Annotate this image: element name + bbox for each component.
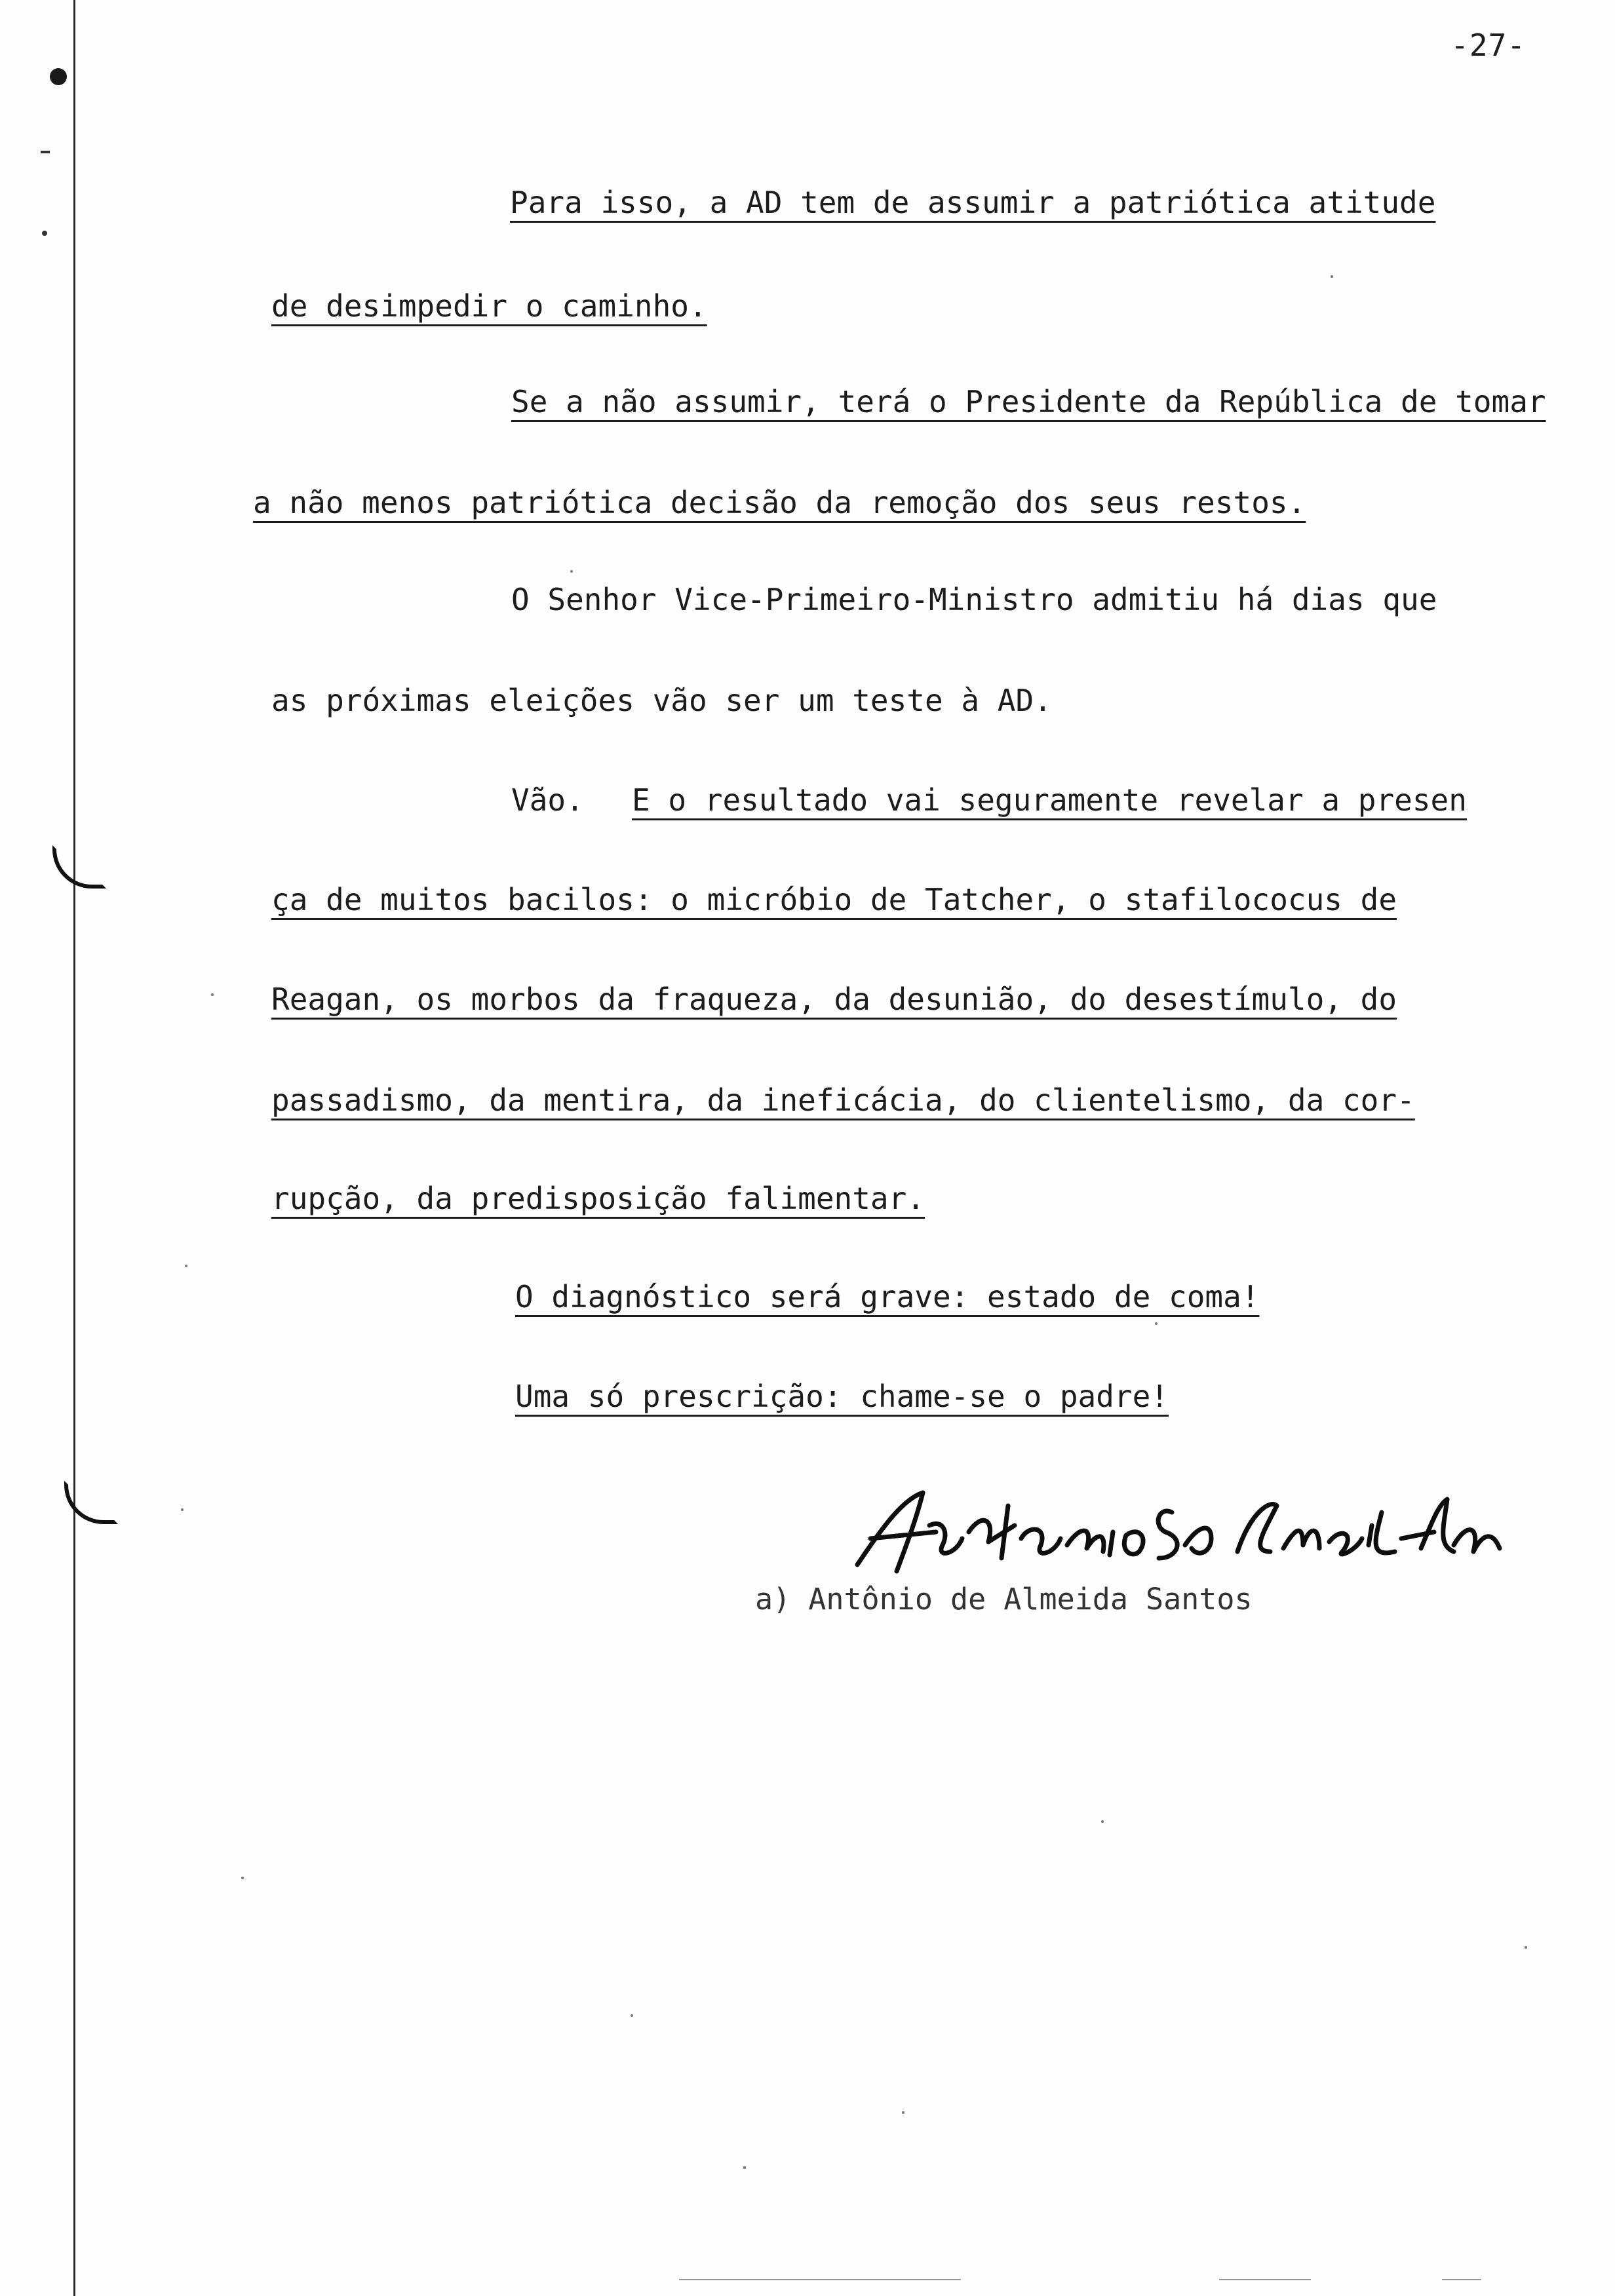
scan-speck xyxy=(211,993,214,996)
text-line: Para isso, a AD tem de assumir a patriótica atitude xyxy=(510,185,1436,220)
signature-caption: a) Antônio de Almeida Santos xyxy=(755,1582,1253,1617)
scan-speck xyxy=(570,570,573,573)
scan-speck xyxy=(185,1265,187,1267)
text-line: O Senhor Vice-Primeiro-Ministro admitiu há dias que xyxy=(511,582,1437,617)
binding-arc-mark-icon xyxy=(52,845,106,889)
text-line: Se a não assumir, terá o Presidente da República de tomar xyxy=(511,384,1546,419)
text-line: ça de muitos bacilos: o micróbio de Tatcher, o stafilococus de xyxy=(271,882,1397,917)
scan-artifact xyxy=(1442,2279,1481,2280)
text-line: as próximas eleições vão ser um teste à AD. xyxy=(271,683,1052,718)
margin-tick-icon xyxy=(41,151,50,153)
scan-speck xyxy=(631,2014,633,2017)
scan-speck xyxy=(1331,275,1333,278)
scan-speck xyxy=(1155,1322,1158,1325)
text-line: O diagnóstico será grave: estado de coma! xyxy=(515,1279,1260,1314)
handwritten-signature-icon xyxy=(844,1486,1506,1584)
text-line: rupção, da predisposição falimentar. xyxy=(271,1181,925,1216)
scan-speck xyxy=(1101,1820,1104,1823)
text-line: Uma só prescrição: chame-se o padre! xyxy=(515,1379,1169,1414)
scan-artifact xyxy=(679,2279,961,2280)
margin-rule xyxy=(73,0,75,2296)
text-line: a não menos patriótica decisão da remoção dos seus restos. xyxy=(253,485,1306,520)
scan-speck xyxy=(241,1877,244,1879)
text-line: passadismo, da mentira, da ineficácia, do clientelismo, da cor- xyxy=(271,1082,1415,1118)
page-number: -27- xyxy=(1450,28,1526,63)
margin-tick-icon xyxy=(42,231,47,236)
punch-hole-mark-icon xyxy=(50,68,67,85)
text-line: E o resultado vai seguramente revelar a presen xyxy=(632,782,1467,818)
binding-arc-mark-icon xyxy=(64,1481,118,1524)
scan-speck xyxy=(743,2166,746,2169)
text-line: Vão. xyxy=(511,782,584,818)
text-line: Reagan, os morbos da fraqueza, da desunião, do desestímulo, do xyxy=(271,982,1397,1017)
scan-speck xyxy=(902,2111,905,2114)
scan-speck xyxy=(181,1508,184,1511)
scan-artifact xyxy=(1219,2279,1311,2280)
scan-speck xyxy=(1525,1946,1527,1949)
text-line: de desimpedir o caminho. xyxy=(271,288,707,324)
